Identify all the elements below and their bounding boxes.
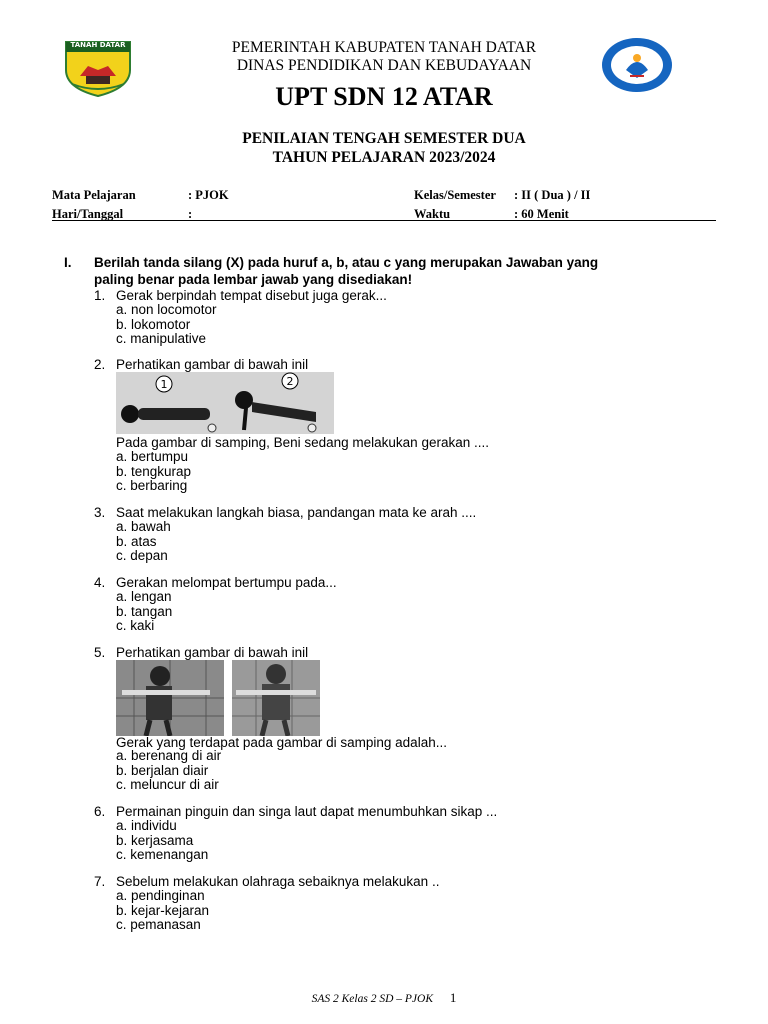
page-number: 1 [449, 990, 457, 1005]
question-number: 7. [94, 874, 106, 889]
question-6 [94, 804, 498, 820]
page-footer [0, 990, 768, 1006]
swimming-illustration [116, 660, 320, 736]
question-1-options [116, 303, 217, 347]
section-instruction [94, 255, 694, 288]
exam-title: PENILAIAN TENGAH SEMESTER DUA [242, 130, 526, 147]
tanah-datar-logo [64, 40, 132, 98]
question-4-options [116, 590, 172, 634]
day-label: Hari/Tanggal [52, 207, 124, 221]
option-c: c. kemenangan [116, 847, 209, 862]
option-c: c. manipulative [116, 331, 207, 346]
question-2-followup: Pada gambar di samping, Beni sedang melakukan gerakan .... [116, 435, 489, 450]
question-3-options [116, 520, 171, 564]
subject-value: : PJOK [188, 188, 229, 202]
option-a: a. berenang di air [116, 748, 222, 763]
option-b: b. tengkurap [116, 463, 192, 479]
question-5-options [116, 749, 221, 793]
question-5-followup: Gerak yang terdapat pada gambar di samping adalah... [116, 735, 447, 750]
question-1 [94, 288, 387, 304]
question-7 [94, 874, 440, 890]
gov-line-1: PEMERINTAH KABUPATEN TANAH DATAR [231, 39, 537, 56]
subject-label: Mata Pelajaran [52, 188, 136, 202]
instruction-line-1: Berilah tanda silang (X) pada huruf a, b, atau c yang merupakan Jawaban yang [94, 255, 599, 270]
option-a: a. pendinginan [116, 888, 205, 903]
question-number: 5. [94, 645, 106, 660]
question-text: Permainan pinguin dan singa laut dapat menumbuhkan sikap ... [116, 804, 498, 819]
exam-year: TAHUN PELAJARAN 2023/2024 [272, 149, 496, 166]
day-value: : [188, 207, 193, 221]
instruction-line-2: paling benar pada lembar jawab yang disediakan! [94, 271, 413, 287]
option-a: a. bawah [116, 519, 171, 534]
figure-label-2: 2 [286, 375, 294, 388]
option-b: b. tangan [116, 603, 173, 619]
option-a: a. non locomotor [116, 302, 217, 317]
option-b: b. kerjasama [116, 832, 194, 848]
option-a: a. lengan [116, 589, 172, 604]
option-c: c. kaki [116, 618, 155, 633]
question-3 [94, 505, 477, 521]
option-a: a. individu [116, 818, 177, 833]
question-number: 6. [94, 804, 106, 819]
pushup-illustration [116, 372, 334, 434]
option-c: c. depan [116, 548, 168, 563]
question-7-options [116, 889, 209, 933]
school-name: UPT SDN 12 ATAR [275, 82, 493, 111]
question-text: Perhatikan gambar di bawah inil [116, 357, 309, 372]
question-4 [94, 575, 337, 591]
class-value: : II ( Dua ) / II [514, 188, 591, 202]
section-number: I. [64, 255, 72, 270]
question-text: Saat melakukan langkah biasa, pandangan mata ke arah .... [116, 505, 477, 520]
question-number: 3. [94, 505, 106, 520]
question-text: Perhatikan gambar di bawah inil [116, 645, 309, 660]
option-b: b. kejar-kejaran [116, 902, 210, 918]
logo-caption: TANAH DATAR [70, 41, 126, 49]
option-b: b. lokomotor [116, 316, 191, 332]
question-2 [94, 357, 309, 373]
gov-line-2: DINAS PENDIDIKAN DAN KEBUDAYAAN [236, 57, 532, 74]
figure-label-1: 1 [160, 378, 168, 391]
question-5 [94, 645, 309, 661]
question-number: 1. [94, 288, 106, 303]
option-b: b. atas [116, 533, 157, 549]
class-label: Kelas/Semester [414, 188, 496, 202]
question-number: 2. [94, 357, 106, 372]
time-label: Waktu [414, 207, 451, 221]
time-value: : 60 Menit [514, 207, 569, 221]
option-c: c. berbaring [116, 478, 188, 493]
option-c: c. meluncur di air [116, 777, 219, 792]
question-text: Gerak berpindah tempat disebut juga gerak... [116, 288, 387, 303]
footer-text: SAS 2 Kelas 2 SD – PJOK [311, 993, 433, 1005]
option-b: b. berjalan diair [116, 762, 209, 778]
header-divider [52, 220, 716, 221]
question-number: 4. [94, 575, 106, 590]
option-c: c. pemanasan [116, 917, 201, 932]
option-a: a. bertumpu [116, 449, 189, 464]
question-2-options [116, 450, 191, 494]
question-6-options [116, 819, 208, 863]
question-text: Gerakan melompat bertumpu pada... [116, 575, 337, 590]
question-text: Sebelum melakukan olahraga sebaiknya melakukan .. [116, 874, 440, 889]
